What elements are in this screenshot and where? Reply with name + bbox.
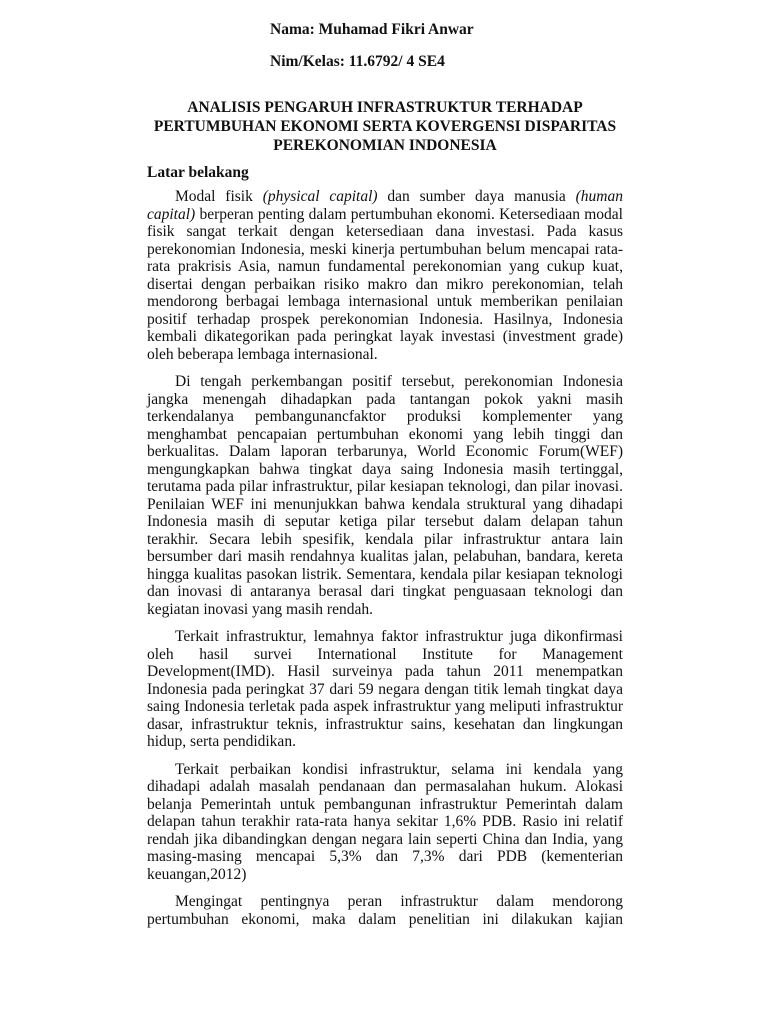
text-line (147, 373, 623, 391)
text-segment: delapan tahun terakhir rata-rata hanya sekitar 1,6% PDB. Rasio ini relatif (147, 813, 623, 830)
text-line (147, 733, 623, 751)
text-line (147, 583, 623, 601)
text-line (147, 761, 623, 779)
text-line (147, 548, 623, 566)
document-title (120, 98, 650, 155)
text-line (147, 258, 623, 276)
text-segment: perekonomian Indonesia, meski kinerja pertumbuhan belum mencapai rata- (147, 240, 623, 258)
text-segment: hingga kualitas pasokan listrik. Sementara, kendala pilar kesiapan teknologi (147, 565, 623, 583)
text-segment: Indonesia masih di seputar ketiga pilar tersebut dalam delapan tahun (147, 513, 623, 530)
text-segment: Indonesia pada peringkat 37 dari 59 negara dengan titik lemah tingkat daya (147, 680, 623, 698)
text-segment: oleh hasil survei International Institute for Management (147, 645, 623, 663)
text-segment: berkualitas. Dalam laporan terbarunya, World Economic Forum(WEF) (147, 443, 623, 460)
text-line (147, 311, 623, 329)
text-segment: disertai dengan perbaikan risiko makro dan mikro perekonomian, telah (147, 275, 623, 293)
text-segment: menghambat pencapaian pertumbuhan ekonomi yang lebih tinggi dan (147, 425, 623, 443)
text-segment: Penilaian WEF ini menunjukkan bahwa kendala struktural yang dihadapi (147, 495, 623, 513)
text-line (147, 206, 623, 224)
text-segment: dihadapi adalah masalah pendanaan dan permasalahan hukum. Alokasi (147, 778, 623, 795)
title-line: PEREKONOMIAN INDONESIA (273, 137, 497, 154)
text-line (147, 601, 623, 619)
paragraph (147, 373, 623, 618)
text-line (147, 276, 623, 294)
text-line (147, 698, 623, 716)
text-line (147, 866, 623, 884)
text-segment: positif terhadap prospek perekonomian Indonesia. Hasilnya, Indonesia (147, 310, 623, 328)
text-segment: Terkait perbaikan kondisi infrastruktur, selama ini kendala yang (175, 760, 623, 778)
text-segment: jangka menengah dihadapkan pada tantangan pokok yakni masih (147, 390, 623, 408)
text-line (147, 426, 623, 444)
text-line (147, 663, 623, 681)
text-segment: bersumber dari masih rendahnya kualitas jalan, pelabuhan, bandara, kereta (147, 548, 623, 565)
text-segment: terakhir. Secara lebih spesifik, kendala pilar infrastruktur antara lain (147, 530, 623, 548)
text-line (147, 716, 623, 734)
student-id-class: Nim/Kelas: 11.6792/ 4 SE4 (270, 53, 445, 70)
paragraph (147, 188, 623, 363)
text-segment: kegiatan inovasi yang masih rendah. (147, 600, 373, 618)
text-line (147, 188, 623, 206)
text-segment: terkendalanya pembangunancfaktor produksi komplementer yang (147, 408, 623, 425)
text-line (147, 796, 623, 814)
paragraph (147, 893, 623, 928)
title-line: PERTUMBUHAN EKONOMI SERTA KOVERGENSI DISPARITAS (153, 118, 617, 135)
text-line (147, 241, 623, 259)
text-line (147, 461, 623, 479)
text-line (147, 328, 623, 346)
text-line (147, 223, 623, 241)
text-line (147, 911, 623, 929)
text-segment: oleh beberapa lembaga internasional. (147, 345, 378, 363)
text-segment: pertumbuhan ekonomi, maka dalam penelitian ini dilakukan kajian (147, 910, 623, 928)
text-segment: Terkait infrastruktur, lemahnya faktor infrastruktur juga dikonfirmasi (175, 628, 623, 645)
text-segment: Di tengah perkembangan positif tersebut, perekonomian Indonesia (175, 373, 623, 390)
text-line (147, 531, 623, 549)
text-segment: hidup, serta pendidikan. (147, 733, 296, 750)
text-line (147, 848, 623, 866)
text-segment: berperan penting dalam pertumbuhan ekonomi. Ketersediaan modal (195, 205, 623, 223)
text-segment: terutama pada pilar infrastruktur, pilar kesiapan teknologi, dan pilar inovasi. (147, 478, 623, 495)
text-line (147, 496, 623, 514)
italic-term: (human (575, 188, 623, 205)
text-line (147, 293, 623, 311)
text-segment: fisik sangat terkait dengan ketersediaan dana investasi. Pada kasus (147, 223, 623, 240)
text-line (147, 566, 623, 584)
text-segment: dan inovasi di antaranya berasal dari tingkat penguasaan teknologi dan (147, 583, 623, 600)
text-segment: Modal fisik (175, 188, 263, 205)
text-line (147, 478, 623, 496)
text-line (147, 778, 623, 796)
section-heading: Latar belakang (147, 164, 249, 181)
text-segment: keuangan,2012) (147, 865, 247, 883)
text-segment: mengungkapkan bahwa tingkat daya saing Indonesia masih tertinggal, (147, 460, 623, 478)
paragraph (147, 628, 623, 751)
text-line (147, 646, 623, 664)
italic-term: (physical capital) (262, 188, 378, 205)
text-segment: saing Indonesia terletak pada aspek infrastruktur yang meliputi infrastruktur (147, 698, 623, 715)
text-segment: Mengingat pentingnya peran infrastruktur dalam mendorong (175, 893, 623, 910)
text-segment: Development(IMD). Hasil surveinya pada tahun 2011 menempatkan (147, 663, 623, 680)
text-segment: mendorong berbagai lembaga internasional untuk memberikan penilaian (147, 293, 623, 310)
text-line (147, 681, 623, 699)
text-segment: rendah jika dibandingkan dengan negara lain seperti China dan India, yang (147, 830, 623, 848)
text-segment: belanja Pemerintah untuk pembangunan infrastruktur Pemerintah dalam (147, 795, 623, 813)
italic-term: capital) (147, 205, 196, 223)
text-segment: dasar, infrastruktur teknis, infrastruktur sains, kesehatan dan lingkungan (147, 715, 623, 733)
text-line (147, 346, 623, 364)
text-segment: masing-masing mencapai 5,3% dan 7,3% dari PDB (kementerian (147, 848, 623, 865)
text-line (147, 628, 623, 646)
text-line (147, 513, 623, 531)
paragraph (147, 761, 623, 884)
text-line (147, 408, 623, 426)
text-line (147, 893, 623, 911)
title-line: ANALISIS PENGARUH INFRASTRUKTUR TERHADAP (187, 99, 583, 116)
text-line (147, 391, 623, 409)
text-segment: rata prakrisis Asia, namun fundamental perekonomian yang cukup kuat, (147, 258, 623, 275)
text-segment: dan sumber daya manusia (377, 188, 576, 205)
text-line (147, 831, 623, 849)
author-name: Nama: Muhamad Fikri Anwar (270, 21, 474, 38)
text-line (147, 443, 623, 461)
text-segment: kembali dikategorikan pada peringkat layak investasi (investment grade) (147, 328, 623, 345)
text-line (147, 813, 623, 831)
document-body (147, 188, 623, 938)
